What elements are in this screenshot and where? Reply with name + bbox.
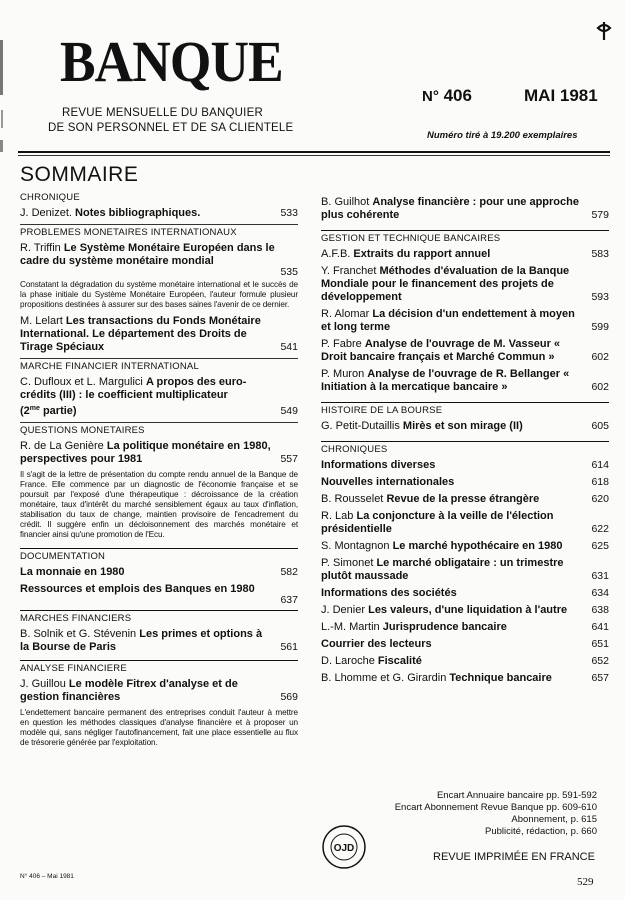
toc-entry[interactable]: G. Petit-Dutaillis Mirès et son mirage (II) 605: [321, 420, 609, 432]
footer-issue: N° 406 – Mai 1981: [20, 873, 74, 880]
page-number: 529: [577, 876, 594, 888]
toc-entry[interactable]: P. Fabre Analyse de l'ouvrage de M. Vasseur « Droit bancaire français et Marché Commun » 602: [321, 338, 609, 363]
toc-entry[interactable]: Nouvelles internationales 618: [321, 476, 609, 488]
section-heading: DOCUMENTATION: [20, 551, 106, 562]
toc-entry[interactable]: Courrier des lecteurs 651: [321, 638, 609, 650]
page-title: SOMMAIRE: [20, 163, 139, 186]
toc-entry[interactable]: Informations diverses 614: [321, 459, 609, 471]
abonnement-note: Abonnement, p. 615: [511, 814, 597, 825]
toc-entry[interactable]: R. de La Genière La politique monétaire en 1980, perspectives pour 1981 557: [20, 440, 298, 465]
entry-abstract: Il s'agit de la lettre de présentation du compte rendu annuel de la Banque de France. Elle commence par un diagnostic de l'économie française et se poursuit par l'exposé d'une thérapeutique : décroissance de la création monétaire, taux d'intérêt du marché sensiblement égaux au taux d'inflation, stabilisation du taux de change, maintien provisoire de l'encadrement du crédit. Il suggère enfin un décloisonnement des marchés monétaire et financier ainsi qu'une promotion de l'Ecu.: [20, 470, 298, 539]
section-heading: GESTION ET TECHNIQUE BANCAIRES: [321, 233, 501, 244]
toc-entry[interactable]: J. Guillou Le modèle Fitrex d'analyse et de gestion financières 569: [20, 678, 298, 703]
ojd-seal-icon: [321, 824, 367, 870]
toc-entry[interactable]: L.-M. Martin Jurisprudence bancaire 641: [321, 621, 609, 633]
toc-entry[interactable]: R. Triffin Le Système Monétaire Européen dans le cadre du système monétaire mondial 535: [20, 242, 298, 278]
seal-text: OJD: [333, 843, 355, 854]
toc-entry[interactable]: Informations des sociétés 634: [321, 587, 609, 599]
right-column: [321, 196, 609, 689]
toc-entry[interactable]: M. Lelart Les transactions du Fonds Monétaire International. Le département des Droits de Tirage Spéciaux 541: [20, 315, 298, 353]
toc-entry[interactable]: Ressources et emplois des Banques en 1980 637: [20, 583, 298, 606]
toc-entry[interactable]: B. Lhomme et G. Girardin Technique bancaire 657: [321, 672, 609, 684]
insert-annuaire-note: Encart Annuaire bancaire pp. 591-592: [436, 790, 597, 801]
section-rule: [20, 548, 298, 549]
tagline-line-2: DE SON PERSONNEL ET DE SA CLIENTELE: [48, 122, 294, 134]
toc-entry[interactable]: R. Alomar La décision d'un endettement à moyen et long terme 599: [321, 308, 609, 333]
section-heading: QUESTIONS MONETAIRES: [20, 425, 145, 436]
toc-entry[interactable]: Y. Franchet Méthodes d'évaluation de la Banque Mondiale pour le financement des projets de développement 593: [321, 265, 609, 303]
entry-abstract: Constatant la dégradation du système monétaire international et le succès de la phase initiale du Système Monétaire Européen, l'auteur formule plusieur propositions destinées à assurer sur des bases saines l'avenir de ce dernier.: [20, 280, 298, 309]
section-heading: PROBLEMES MONETAIRES INTERNATIONAUX: [20, 227, 237, 238]
section-heading: HISTOIRE DE LA BOURSE: [321, 405, 443, 416]
section-heading: CHRONIQUE: [20, 192, 80, 203]
print-run: Numéro tiré à 19.200 exemplaires: [427, 130, 578, 141]
section-heading: CHRONIQUES: [321, 444, 388, 455]
magazine-logo: BANQUE: [60, 29, 283, 94]
section-rule: [321, 402, 609, 403]
toc-entry[interactable]: J. Denier Les valeurs, d'une liquidation à l'autre 638: [321, 604, 609, 616]
toc-entry[interactable]: A.F.B. Extraits du rapport annuel 583: [321, 248, 609, 260]
section-heading: MARCHES FINANCIERS: [20, 613, 132, 624]
toc-entry[interactable]: B. Guilhot Analyse financière : pour une approche plus cohérente 579: [321, 196, 609, 221]
section-heading: ANALYSE FINANCIERE: [20, 663, 127, 674]
issue-date: MAI 1981: [524, 86, 598, 105]
section-heading: MARCHE FINANCIER INTERNATIONAL: [20, 361, 199, 372]
header-rule: [18, 151, 610, 153]
tagline-line-1: REVUE MENSUELLE DU BANQUIER: [62, 107, 263, 119]
entry-abstract: L'endettement bancaire permanent des entreprises conduit l'auteur à mettre en question les méthodes classiques d'analyse financière et à proposer un modèle qui, sans négliger l'autofinancement, fait une place essentielle au flux de trésorerie générée par l'exploitation.: [20, 708, 298, 747]
section-rule: [20, 224, 298, 225]
toc-entry[interactable]: La monnaie en 1980 582: [20, 566, 298, 578]
issue-number: N° 406: [422, 86, 472, 105]
toc-entry[interactable]: P. Muron Analyse de l'ouvrage de R. Bellanger « Initiation à la mercatique bancaire » 602: [321, 368, 609, 393]
toc-entry[interactable]: R. Lab La conjoncture à la veille de l'élection présidentielle 622: [321, 510, 609, 535]
section-rule: [321, 441, 609, 442]
toc-entry[interactable]: P. Simonet Le marché obligataire : un trimestre plutôt maussade 631: [321, 557, 609, 582]
ornament-icon: [594, 20, 614, 42]
printed-in-france: REVUE IMPRIMÉE EN FRANCE: [433, 851, 595, 863]
section-rule: [20, 610, 298, 611]
publicite-note: Publicité, rédaction, p. 660: [485, 826, 597, 837]
left-column: [20, 192, 298, 753]
section-rule: [20, 660, 298, 661]
toc-entry[interactable]: B. Rousselet Revue de la presse étrangère 620: [321, 493, 609, 505]
toc-entry[interactable]: B. Solnik et G. Stévenin Les primes et options à la Bourse de Paris 561: [20, 628, 298, 653]
section-rule: [20, 358, 298, 359]
toc-entry[interactable]: J. Denizet. Notes bibliographiques. 533: [20, 207, 298, 219]
toc-entry[interactable]: D. Laroche Fiscalité 652: [321, 655, 609, 667]
scan-edge-marks: [0, 40, 6, 160]
toc-entry[interactable]: C. Dufloux et L. Margulici A propos des euro-crédits (III) : le coefficient multiplicateur ($2^{me}$ partie) 549: [20, 376, 298, 417]
section-rule: [321, 230, 609, 231]
toc-entry[interactable]: S. Montagnon Le marché hypothécaire en 1980 625: [321, 540, 609, 552]
insert-abonnement-note: Encart Abonnement Revue Banque pp. 609-610: [394, 802, 597, 813]
section-rule: [20, 422, 298, 423]
header-rule-thin: [18, 155, 610, 156]
